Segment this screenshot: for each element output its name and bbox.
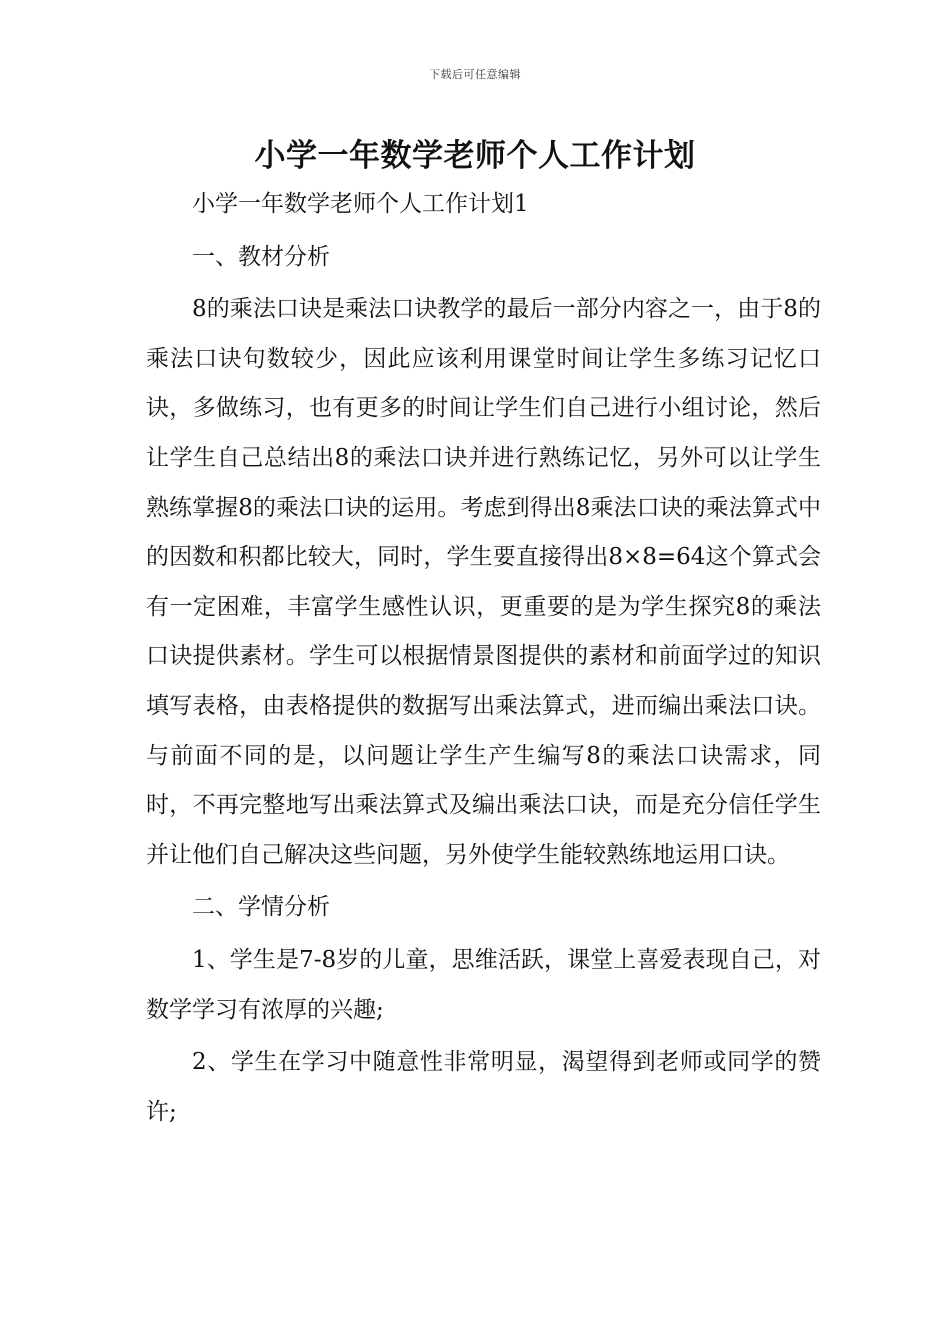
page-title: 小学一年数学老师个人工作计划 — [254, 138, 696, 174]
paragraph: 2、学生在学习中随意性非常明显，渴望得到老师或同学的赞许; — [146, 1049, 821, 1125]
section-heading: 二、学情分析 — [192, 894, 330, 921]
document-body — [146, 180, 821, 1137]
section-heading: 一、教材分析 — [192, 243, 330, 270]
header-note: 下载后可任意编辑 — [429, 68, 521, 81]
document-subtitle: 小学一年数学老师个人工作计划1 — [192, 191, 529, 217]
paragraph: 1、学生是7-8岁的儿童，思维活跃，课堂上喜爱表现自己，对数学学习有浓厚的兴趣; — [146, 946, 821, 1023]
paragraph: 8的乘法口诀是乘法口诀教学的最后一部分内容之一，由于8的乘法口诀句数较少，因此应该利用课堂时间让学生多练习记忆口诀，多做练习，也有更多的时间让学生们自己进行小组讨论，然后让学生自己总结出8的乘法口诀并进行熟练记忆，另外可以让学生熟练掌握8的乘法口诀的运用。考虑到得出8乘法口诀的乘法算式中的因数和积都比较大，同时，学生要直接得出8×8=64这个算式会有一定困难，丰富学生感性认识，更重要的是为学生探究8的乘法口诀提供素材。学生可以根据情景图提供的素材和前面学过的知识填写表格，由表格提供的数据写出乘法算式，进而编出乘法口诀。与前面不同的是，以问题让学生产生编写8的乘法口诀需求，同时，不再完整地写出乘法算式及编出乘法口诀，而是充分信任学生并让他们自己解决这些问题，另外使学生能较熟练地运用口诀。 — [146, 296, 821, 868]
